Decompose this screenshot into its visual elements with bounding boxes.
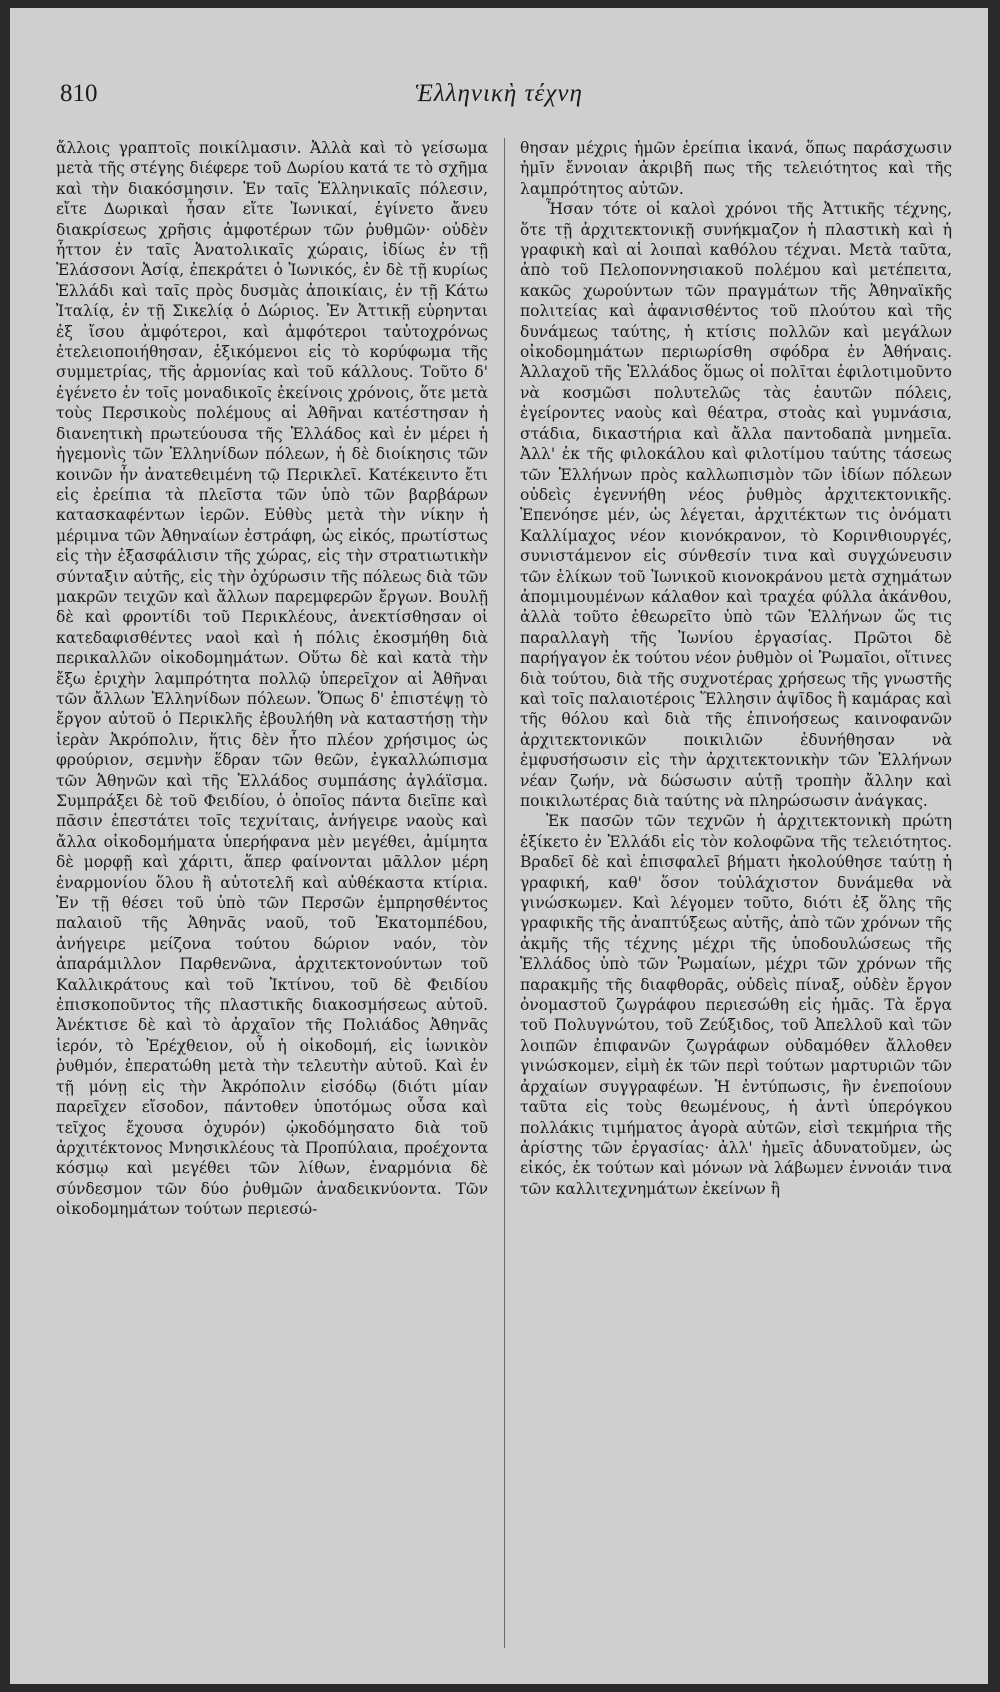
text-columns <box>56 138 952 1648</box>
paragraph: ἄλλοις γραπτοῖς ποικίλμασιν. Ἀλλὰ καὶ τὸ γείσωμα μετὰ τῆς στέγης διέφερε τοῦ Δωρίου κατά τε τὸ σχῆμα καὶ τὴν διακόσμησιν. Ἐν ταῖς Ἑλληνικαῖς πόλεσιν, εἴτε Δωρικαὶ ἦσαν εἴτε Ἰωνικαί, ἐγίνετο ἄνευ διακρίσεως χρῆσις ἀμφοτέρων τῶν ῥυθμῶν· οὐδὲν ἧττον ἐν ταῖς Ἀνατολικαῖς χώραις, ἰδίως ἐν τῇ Ἐλάσσονι Ἀσίᾳ, ἐπεκράτει ὁ Ἰωνικός, ἐν δὲ τῇ κυρίως Ἑλλάδι καὶ ταῖς πρὸς δυσμὰς ἀποικίαις, ἐν τῇ Κάτω Ἰταλίᾳ, ἐν τῇ Σικελίᾳ ὁ Δώριος. Ἐν Ἀττικῇ εὑρηνται ἐξ ἴσου ἀμφότεροι, καὶ ἀμφότεροι ταὐτοχρόνως ἐτελειοποιήθησαν, ἐξικόμενοι εἰς τὸ κορύφωμα τῆς συμμετρίας, τῆς ἁρμονίας καὶ τοῦ κάλλους. Τοῦτο δ' ἐγένετο ἐν τοῖς μοναδικοῖς ἐκείνοις χρόνοις, ὅτε μετὰ τοὺς Περσικοὺς πολέμους αἱ Ἀθῆναι κατέστησαν ἡ διανεητικὴ πρωτεύουσα τῆς Ἑλλάδος καὶ ἐν μέρει ἡ ἡγεμονὶς τῶν Ἑλληνίδων πόλεων, ἡ δὲ διοίκησις τῶν κοινῶν ἦν ἀνατεθειμένη τῷ Περικλεῖ. Κατέκειντο ἔτι εἰς ἐρείπια τὰ πλεῖστα τῶν ὑπὸ τῶν βαρβάρων κατασκαφέντων ἱερῶν. Εὐθὺς μετὰ τὴν νίκην ἡ μέριμνα τῶν Ἀθηναίων ἐστράφη, ὡς εἰκός, πρωτίστως εἰς τὴν ἐξασφάλισιν τῆς χώρας, εἰς τὴν στρατιωτικὴν σύνταξιν αὐτῆς, εἰς τὴν ὀχύρωσιν τῆς πόλεως διὰ τῶν μακρῶν τειχῶν καὶ ἄλλων παρεμφερῶν ἔργων. Βουλῇ δὲ καὶ φροντίδι τοῦ Περικλέους, ἀνεκτίσθησαν οἱ κατεδαφισθέντες ναοὶ καὶ ἡ πόλις ἐκοσμήθη διὰ περικαλλῶν οἰκοδομημάτων. Οὕτω δὲ καὶ κατὰ τὴν ἔξω ἐριχὴν λαμπρότητα πολλῷ ὑπερεῖχον αἱ Ἀθῆναι τῶν ἄλλων Ἑλληνίδων πόλεων. Ὅπως δ' ἐπιστέψῃ τὸ ἔργον αὐτοῦ ὁ Περικλῆς ἐβουλήθη νὰ καταστήσῃ τὴν ἱερὰν Ἀκρόπολιν, ἥτις δὲν ἦτο πλέον χρήσιμος ὡς φρούριον, σεμνὴν ἕδραν τῶν θεῶν, ἐγκαλλώπισμα τῶν Ἀθηνῶν καὶ τῆς Ἑλλάδος συμπάσης ἀγλάϊσμα. Συμπράξει δὲ τοῦ Φειδίου, ὁ ὁποῖος πάντα διεῖπε καὶ πᾶσιν ἐπεστάτει τοῖς τεχνίταις, ἀνήγειρε ναοὺς καὶ ἄλλα οἰκοδομήματα ὑπερήφανα μὲν μεγέθει, ἀμίμητα δὲ μορφῇ καὶ χάριτι, ἅπερ φαίνονται μᾶλλον μέρη ἐναρμονίου ὅλου ἢ αὐτοτελῆ καὶ αὐθέκαστα κτίρια. Ἐν τῇ θέσει τοῦ ὑπὸ τῶν Περσῶν ἐμπρησθέντος παλαιοῦ τῆς Ἀθηνᾶς ναοῦ, τοῦ Ἑκατομπέδου, ἀνήγειρε μείζονα τούτου δώριον ναόν, τὸν ἀπαράμιλλον Παρθενῶνα, ἀρχιτεκτονούντων τοῦ Καλλικράτους καὶ τοῦ Ἰκτίνου, τοῦ δὲ Φειδίου ἐπισκοποῦντος τῆς πλαστικῆς διακοσμήσεως αὐτοῦ. Ἀνέκτισε δὲ καὶ τὸ ἀρχαῖον τῆς Πολιάδος Ἀθηνᾶς ἱερόν, τὸ Ἐρέχθειον, οὗ ἡ οἰκοδομή, εἰς ἰωνικὸν ῥυθμόν, ἐπερατώθη μετὰ τὴν τελευτὴν αὐτοῦ. Καὶ ἐν τῇ μόνῃ εἰς τὴν Ἀκρόπολιν εἰσόδῳ (διότι μίαν παρεῖχεν εἴσοδον, πάντοθεν ὑποτόμως οὖσα καὶ τεῖχος ἔχουσα ὀχυρόν) ᾠκοδόμησατο διὰ τοῦ ἀρχιτέκτονος Μνησικλέους τὰ Προπύλαια, προέχοντα κόσμῳ καὶ μεγέθει τῶν λίθων, ἐναρμόνια δὲ σύνδεσμον τῶν δύο ῥυθμῶν ἀναδεικνύοντα. Τῶν οἰκοδομημάτων τούτων περιεσώ- <box>56 139 488 1219</box>
paragraph: Ἐκ πασῶν τῶν τεχνῶν ἡ ἀρχιτεκτονικὴ πρώτη ἐξίκετο ἐν Ἑλλάδι εἰς τὸν κολοφῶνα τῆς τελειότητος. Βραδεῖ δὲ καὶ ἐπισφαλεῖ βήματι ἠκολούθησε ταύτῃ ἡ γραφική, καθ' ὅσον τοὐλάχιστον δυνάμεθα νὰ γινώσκωμεν. Καὶ λέγομεν τοῦτο, διότι ἐξ ὅλης τῆς γραφικῆς τῆς ἀναπτύξεως αὐτῆς, ἀπὸ τῶν χρόνων τῆς ἀκμῆς τῆς τέχνης μέχρι τῆς ὑποδουλώσεως τῆς Ἑλλάδος ὑπὸ τῶν Ῥωμαίων, μέχρι τῶν χρόνων τῆς παρακμῆς τῆς διαφθορᾶς, οὐδεὶς πίναξ, οὐδὲν ἔργον ὀνομαστοῦ ζωγράφου περιεσώθη εἰς ἡμᾶς. Τὰ ἔργα τοῦ Πολυγνώτου, τοῦ Ζεύξιδος, τοῦ Ἀπελλοῦ καὶ τῶν λοιπῶν ἐπιφανῶν ζωγράφων οὐδαμόθεν ἄλλοθεν γινώσκομεν, εἰμὴ ἐκ τῶν περὶ τούτων μαρτυριῶν τῶν ἀρχαίων συγγραφέων. Ἡ ἐντύπωσις, ἣν ἐνεποίουν ταῦτα εἰς τοὺς θεωμένους, ἡ ἀντὶ ὑπερόγκου πολλάκις τιμήματος ἀγορὰ αὐτῶν, εἰσὶ τεκμήρια τῆς ἀρίστης τῶν ἐργασίας· ἀλλ' ἡμεῖς ἀδυνατοῦμεν, ὡς εἰκός, ἐκ τούτων καὶ μόνων νὰ λάβωμεν ἐννοιάν τινα τῶν καλλιτεχνημάτων ἐκείνων ἢ <box>520 812 952 1198</box>
running-head <box>10 80 988 120</box>
page-number: 810 <box>60 80 98 107</box>
left-column <box>56 138 488 1648</box>
book-page <box>10 8 988 1684</box>
right-column <box>520 138 952 1648</box>
paragraph: θησαν μέχρις ἡμῶν ἐρείπια ἱκανά, ὅπως παράσχωσιν ἡμῖν ἔννοιαν ἀκριβῆ πως τῆς τελειότητος καὶ τῆς λαμπρότητος αὐτῶν. <box>520 139 952 198</box>
column-divider <box>504 138 505 1648</box>
paragraph: Ἦσαν τότε οἱ καλοὶ χρόνοι τῆς Ἀττικῆς τέχνης, ὅτε τῇ ἀρχιτεκτονικῇ συνήκμαζον ἡ πλαστικὴ καὶ ἡ γραφικὴ καὶ αἱ λοιπαὶ καθόλου τέχναι. Μετὰ ταῦτα, ἀπὸ τοῦ Πελοποννησιακοῦ πολέμου καὶ μετέπειτα, κακῶς χωρούντων τῶν πραγμάτων τῆς Ἀθηναϊκῆς πολιτείας καὶ ἀφανισθέντος τοῦ πλούτου καὶ τῆς δυνάμεως ταύτης, ἡ κτίσις πολλῶν καὶ μεγάλων οἰκοδομημάτων περιωρίσθη σφόδρα ἐν Ἀθήναις. Ἀλλαχοῦ τῆς Ἑλλάδος ὅμως οἱ πολῖται ἐφιλοτιμοῦντο νὰ κοσμῶσι πολυτελῶς τὰς ἑαυτῶν πόλεις, ἐγείροντες ναοὺς καὶ θέατρα, στοὰς καὶ γυμνάσια, στάδια, δικαστήρια καὶ ἄλλα παντοδαπὰ μνημεῖα. Ἀλλ' ἐκ τῆς φιλοκάλου καὶ φιλοτίμου ταύτης τάσεως τῶν Ἑλλήνων πρὸς καλλωπισμὸν τῶν ἰδίων πόλεων οὐδεὶς ἐγεννήθη νέος ῥυθμὸς ἀρχιτεκτονικῆς. Ἐπενόησε μέν, ὡς λέγεται, ἀρχιτέκτων τις ὀνόματι Καλλίμαχος νέον κιονόκρανον, τὸ Κορινθιουργές, συνιστάμενον εἰς σύνθεσίν τινα καὶ συγχώνευσιν τῶν ἑλίκων τοῦ Ἰωνικοῦ κιονοκράνου μετὰ σχημάτων ἀπομιμουμένων κάλαθον καὶ τραχέα φύλλα ἀκάνθου, ἀλλὰ τοῦτο ἐθεωρεῖτο ὑπὸ τῶν Ἑλλήνων ὥς τις παραλλαγὴ τῆς Ἰωνίου ἐργασίας. Πρῶτοι δὲ παρήγαγον ἐκ τούτου νέον ῥυθμὸν οἱ Ῥωμαῖοι, οἵτινες διὰ τούτου, διὰ τῆς συχνοτέρας χρήσεως τῆς γνωστῆς καὶ τοῖς παλαιοτέροις Ἕλλησιν ἁψῖδος ἢ καμάρας καὶ τῆς θόλου καὶ διὰ τῆς ἐπινοήσεως καινοφανῶν ἀρχιτεκτονικῶν ποικιλιῶν ἐδυνήθησαν νὰ ἐμφυσήσωσιν εἰς τὴν ἀρχιτεκτονικὴν τῶν Ἑλλήνων νέαν ζωήν, νὰ δώσωσιν αὐτῇ τροπὴν ἄλλην καὶ ποικιλωτέρας διὰ ταύτης νὰ πληρώσωσιν ἀνάγκας. <box>520 200 952 810</box>
running-title: Ἑλληνικὴ τέχνη <box>415 80 583 107</box>
